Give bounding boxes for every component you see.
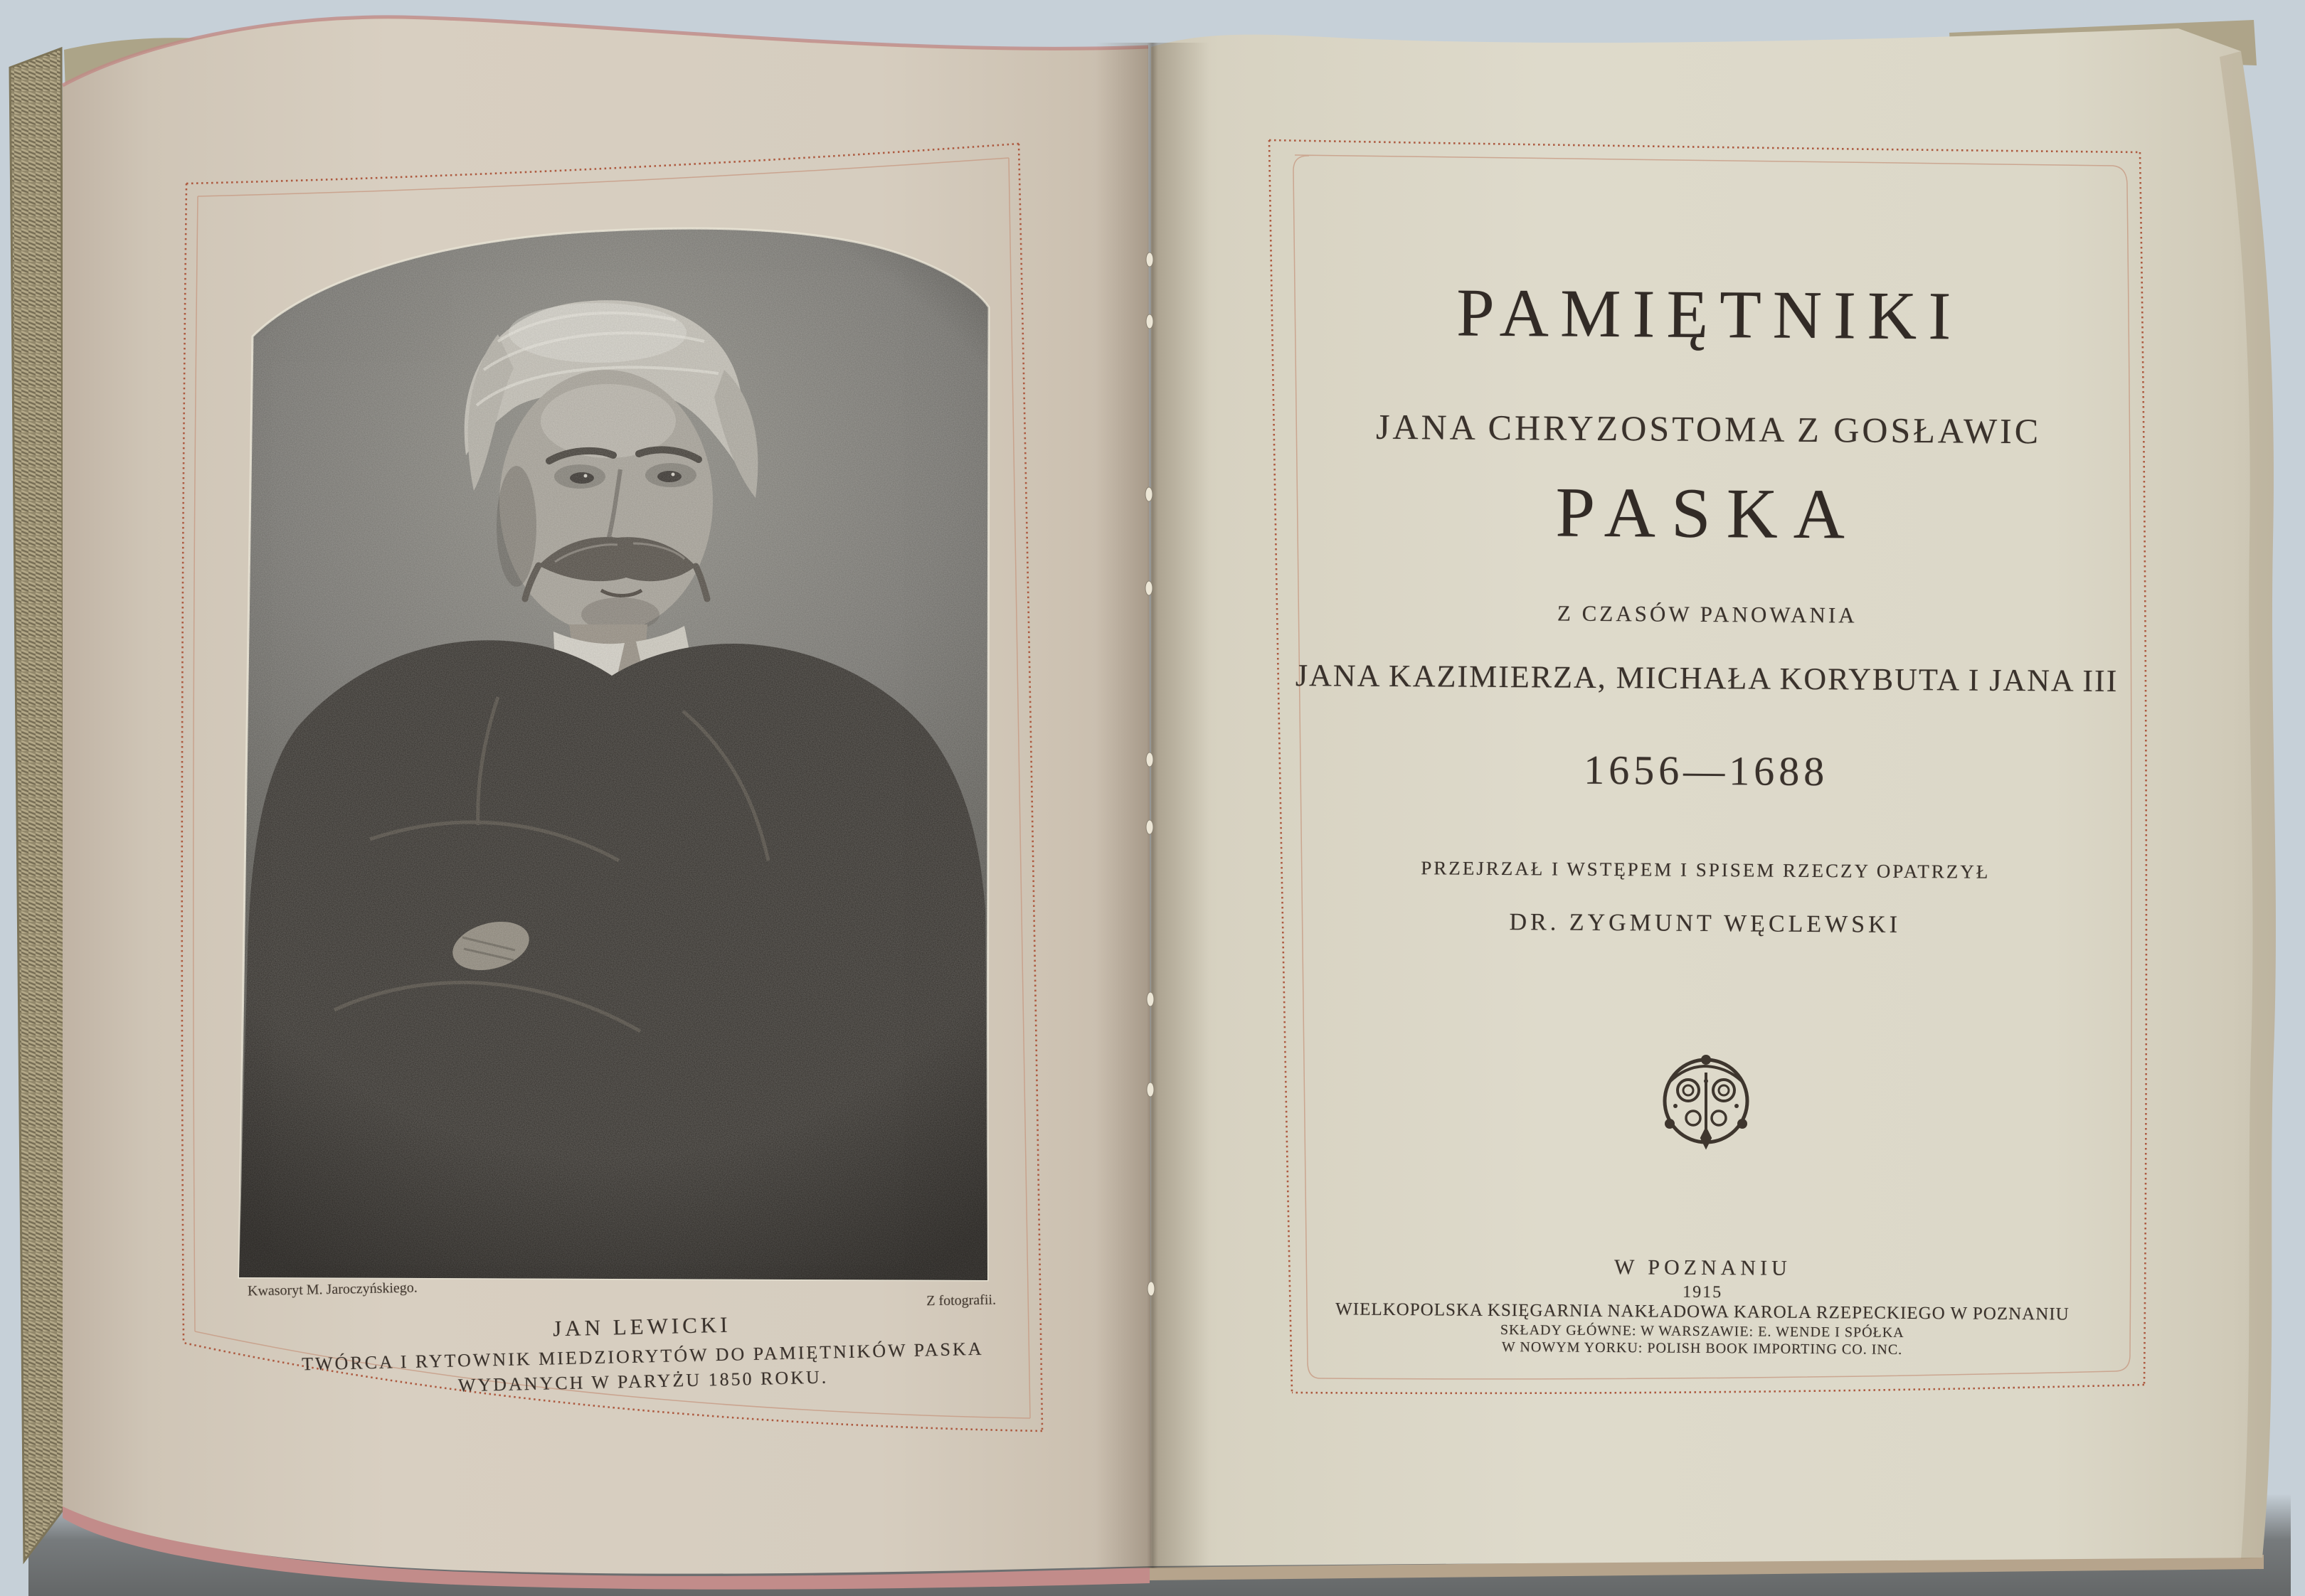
editor-name: DR. ZYGMUNT WĘCLEWSKI — [1509, 909, 1902, 938]
portrait-plate — [235, 213, 1003, 1294]
portrait-caption-line2: WYDANYCH W PARYŻU 1850 ROKU. — [457, 1366, 829, 1396]
spine-gutter-shading — [1096, 43, 1209, 1568]
title-page-text — [1262, 0, 2150, 1596]
portrait-figure — [235, 213, 1003, 1294]
book-title: PAMIĘTNIKI — [1456, 274, 1963, 354]
portrait-caption-name: JAN LEWICKI — [552, 1312, 731, 1341]
era-intro: Z CZASÓW PANOWANIA — [1557, 600, 1858, 628]
engraver-credit: Kwasoryt M. Jaroczyńskiego. — [247, 1280, 418, 1299]
era-kings: JANA KAZIMIERZA, MICHAŁA KORYBUTA I JANA III — [1295, 657, 2119, 699]
imprint-depot-warsaw: SKŁADY GŁÓWNE: W WARSZAWIE: E. WENDE I SPÓŁKA — [1500, 1322, 1904, 1341]
book-subtitle: JANA CHRYZOSTOMA Z GOSŁAWIC — [1375, 406, 2042, 452]
editor-intro: PRZEJRZAŁ I WSTĘPEM I SPISEM RZECZY OPATRZYŁ — [1421, 857, 1991, 883]
book-title-surname: PASKA — [1555, 472, 1861, 554]
imprint-publisher: WIELKOPOLSKA KSIĘGARNIA NAKŁADOWA KAROLA RZEPECKIEGO W POZNANIU — [1335, 1299, 2070, 1324]
imprint-year: 1915 — [1683, 1282, 1723, 1302]
era-years: 1656—1688 — [1584, 746, 1829, 795]
portrait-caption-line1: TWÓRCA I RYTOWNIK MIEDZIORYTÓW DO PAMIĘTNIKÓW PASKA — [301, 1338, 984, 1375]
imprint-depot-newyork: W NOWYM YORKU: POLISH BOOK IMPORTING CO. INC. — [1501, 1339, 1903, 1358]
photo-credit: Z fotografii. — [926, 1292, 997, 1309]
imprint-city: W POZNANIU — [1614, 1255, 1791, 1280]
